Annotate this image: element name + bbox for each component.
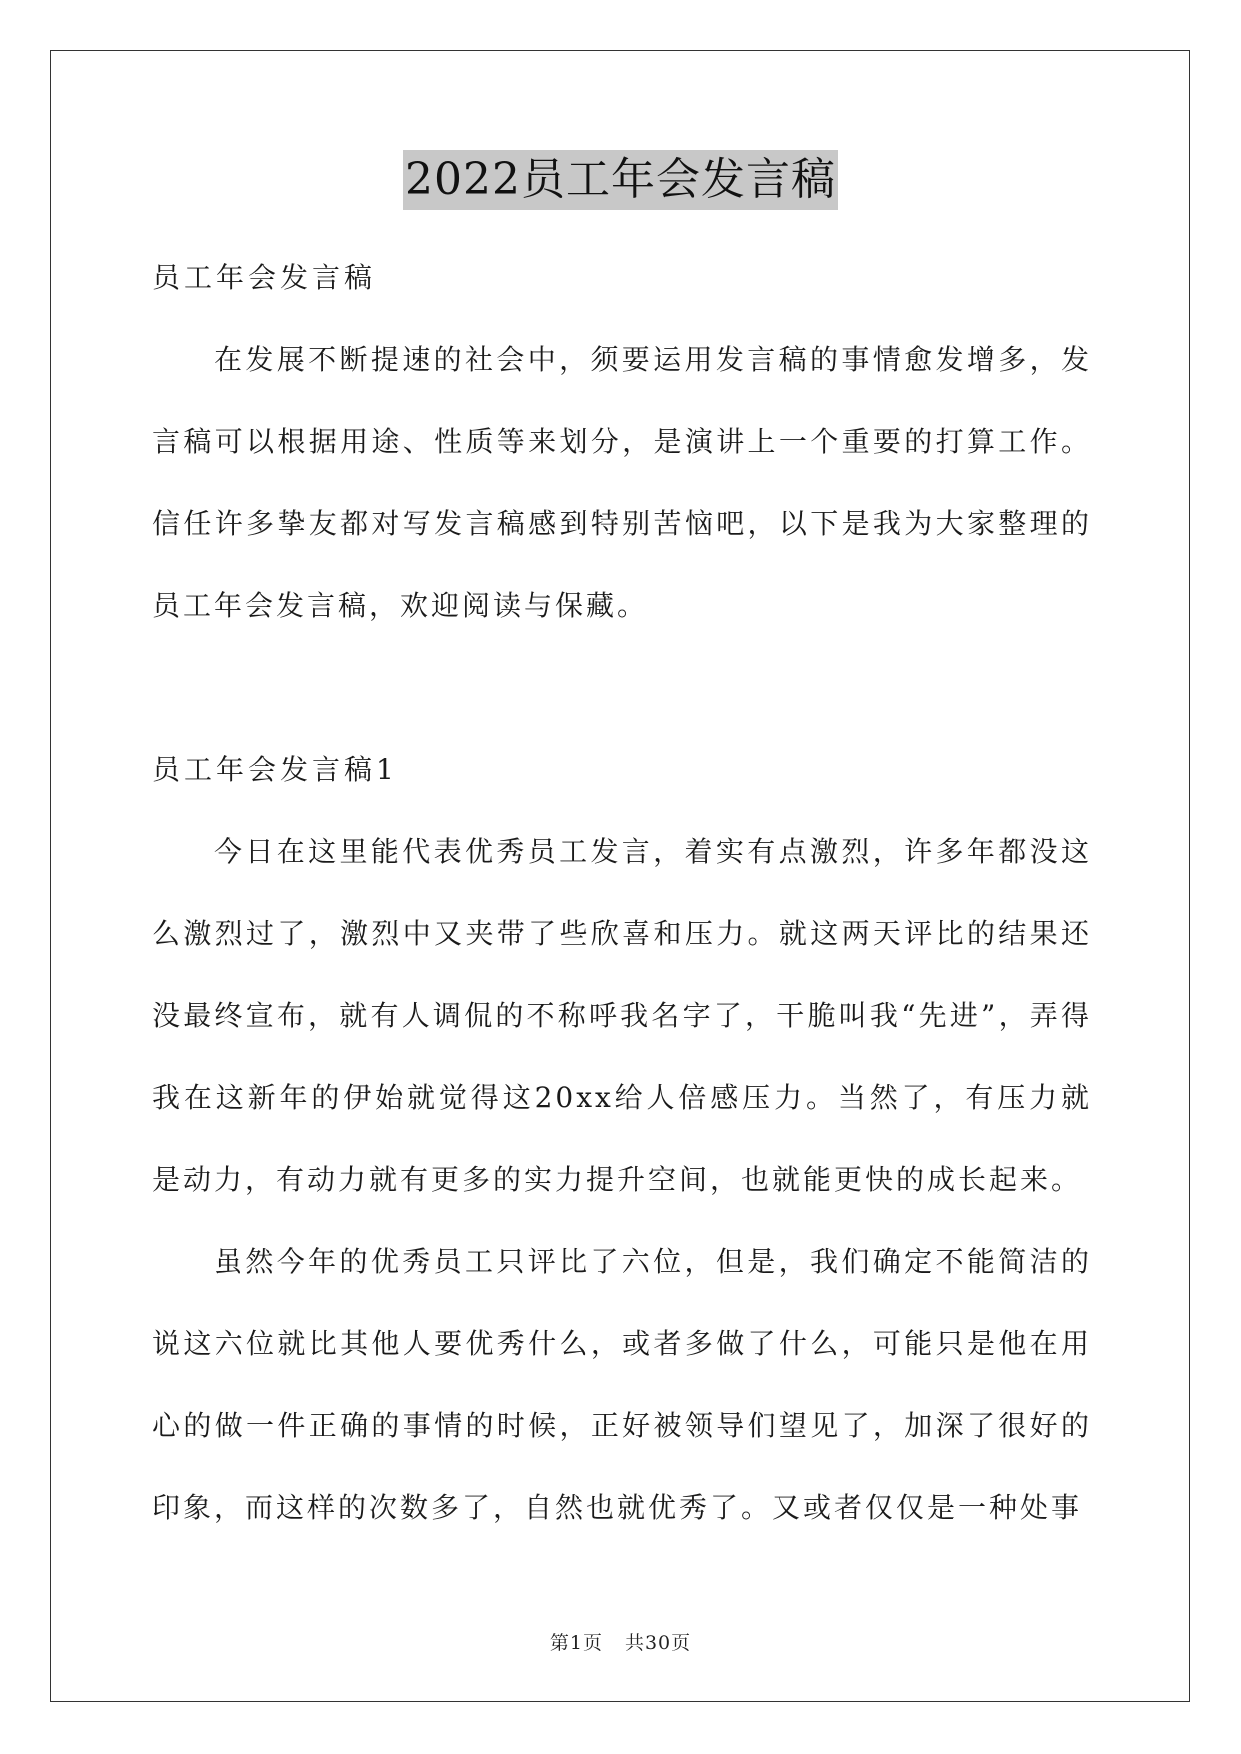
title-container (0, 150, 1241, 210)
page-number: 第1页 (549, 1632, 603, 1654)
intro-paragraph: 在发展不断提速的社会中，须要运用发言稿的事情愈发增多，发言稿可以根据用途、性质等来划分，是演讲上一个重要的打算工作。信任许多挚友都对写发言稿感到特别苦恼吧，以下是我为大家整理的员工年会发言稿，欢迎阅读与保藏。 (152, 343, 1092, 622)
page-footer (0, 1628, 1241, 1655)
section1-heading: 员工年会发言稿1 (152, 753, 398, 786)
intro-heading: 员工年会发言稿 (152, 261, 377, 294)
section1-paragraph-1: 今日在这里能代表优秀员工发言，着实有点激烈，许多年都没这么激烈过了，激烈中又夹带了些欣喜和压力。就这两天评比的结果还没最终宣布，就有人调侃的不称呼我名字了，干脆叫我“先进”，弄得我在这新年的伊始就觉得这20xx给人倍感压力。当然了，有压力就是动力，有动力就有更多的实力提升空间，也就能更快的成长起来。 (152, 835, 1092, 1196)
section1-paragraph-2: 虽然今年的优秀员工只评比了六位，但是，我们确定不能简洁的说这六位就比其他人要优秀什么，或者多做了什么，可能只是他在用心的做一件正确的事情的时候，正好被领导们望见了，加深了很好的印象，而这样的次数多了，自然也就优秀了。又或者仅仅是一种处事 (152, 1245, 1092, 1524)
section-gap (152, 647, 1092, 729)
page-total: 共30页 (624, 1632, 692, 1654)
document-body (152, 237, 1092, 1549)
document-title: 2022员工年会发言稿 (403, 150, 838, 210)
